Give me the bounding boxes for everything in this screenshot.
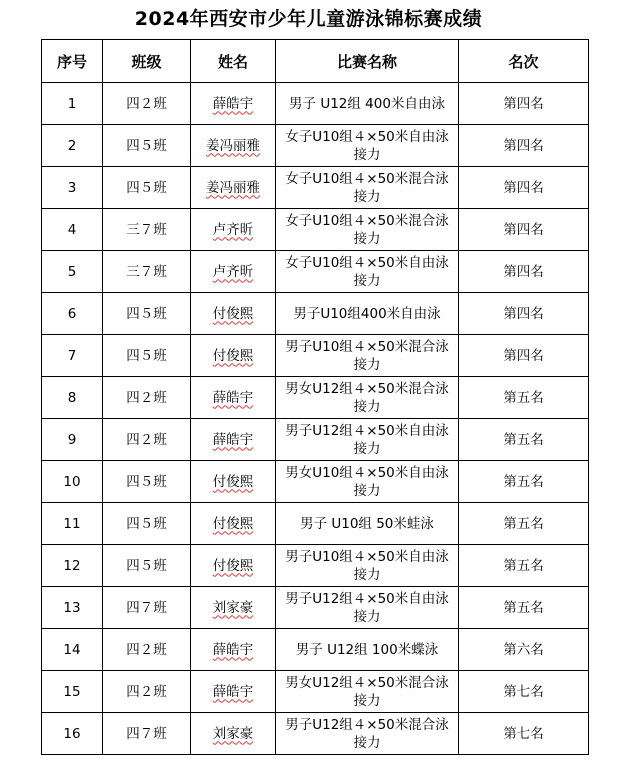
row-number-cell: 8 [42,377,103,419]
row-number-cell: 2 [42,125,103,167]
athlete-name: 付俊熙 [212,305,254,322]
rank-cell: 第六名 [459,629,589,671]
rank-cell: 第五名 [459,545,589,587]
class-cell: 四７班 [103,713,191,755]
athlete-name: 付俊熙 [212,347,254,364]
row-number-cell: 4 [42,209,103,251]
table-row [42,587,589,629]
class-cell: 四５班 [103,503,191,545]
name-cell [191,83,276,125]
table-row [42,125,589,167]
row-number-cell: 14 [42,629,103,671]
rank-cell: 第五名 [459,587,589,629]
class-cell: 三７班 [103,209,191,251]
name-cell [191,461,276,503]
event-cell: 男子U12组４×50米混合泳接力 [276,713,459,755]
class-cell: 四７班 [103,587,191,629]
name-cell [191,629,276,671]
row-number-cell: 1 [42,83,103,125]
table-row [42,671,589,713]
rank-cell: 第五名 [459,377,589,419]
row-number-cell: 9 [42,419,103,461]
athlete-name: 付俊熙 [212,557,254,574]
class-cell: 四５班 [103,167,191,209]
event-cell: 男子U12组４×50米自由泳接力 [276,419,459,461]
event-cell: 男子 U10组 50米蛙泳 [276,503,459,545]
header-cell-no: 序号 [42,40,103,83]
table-row [42,83,589,125]
rank-cell: 第五名 [459,419,589,461]
row-number-cell: 16 [42,713,103,755]
header-cell-event: 比赛名称 [276,40,459,83]
name-cell [191,419,276,461]
athlete-name: 薛皓宇 [212,431,254,448]
row-number-cell: 3 [42,167,103,209]
header-row [42,40,589,83]
table-row [42,335,589,377]
athlete-name: 薛皓宇 [212,95,254,112]
athlete-name: 薛皓宇 [212,389,254,406]
rank-cell: 第五名 [459,503,589,545]
class-cell: 四２班 [103,83,191,125]
document-title: 2024年西安市少年儿童游泳锦标赛成绩 [134,8,483,30]
rank-cell: 第四名 [459,209,589,251]
class-cell: 四２班 [103,671,191,713]
athlete-name: 卢齐昕 [212,263,254,280]
event-cell: 男子U10组４×50米自由泳接力 [276,545,459,587]
athlete-name: 刘家豪 [212,725,254,742]
athlete-name: 付俊熙 [212,473,254,490]
table-row [42,629,589,671]
event-cell: 男子 U12组 400米自由泳 [276,83,459,125]
row-number-cell: 10 [42,461,103,503]
table-row [42,713,589,755]
row-number-cell: 5 [42,251,103,293]
class-cell: 四２班 [103,377,191,419]
row-number-cell: 15 [42,671,103,713]
event-cell: 男女U10组４×50米自由泳接力 [276,461,459,503]
table-row [42,503,589,545]
class-cell: 四５班 [103,125,191,167]
class-cell: 四５班 [103,461,191,503]
rank-cell: 第四名 [459,167,589,209]
event-cell: 男子U12组４×50米自由泳接力 [276,587,459,629]
table-row [42,209,589,251]
name-cell [191,125,276,167]
event-cell: 男子U10组400米自由泳 [276,293,459,335]
table-row [42,251,589,293]
name-cell [191,587,276,629]
event-cell: 男子U10组４×50米混合泳接力 [276,335,459,377]
event-cell: 男子 U12组 100米蝶泳 [276,629,459,671]
athlete-name: 薛皓宇 [212,683,254,700]
rank-cell: 第四名 [459,251,589,293]
name-cell [191,167,276,209]
class-cell: 四２班 [103,629,191,671]
athlete-name: 卢齐昕 [212,221,254,238]
table-row [42,461,589,503]
rank-cell: 第四名 [459,125,589,167]
table-row [42,377,589,419]
rank-cell: 第七名 [459,671,589,713]
name-cell [191,293,276,335]
name-cell [191,377,276,419]
results-table [41,39,589,755]
rank-cell: 第五名 [459,461,589,503]
row-number-cell: 6 [42,293,103,335]
name-cell [191,503,276,545]
table-row [42,167,589,209]
event-cell: 男女U12组４×50米混合泳接力 [276,377,459,419]
rank-cell: 第四名 [459,83,589,125]
rank-cell: 第七名 [459,713,589,755]
class-cell: 四５班 [103,293,191,335]
row-number-cell: 13 [42,587,103,629]
name-cell [191,713,276,755]
rank-cell: 第四名 [459,335,589,377]
results-table-body [42,83,589,755]
row-number-cell: 11 [42,503,103,545]
name-cell [191,545,276,587]
class-cell: 四５班 [103,335,191,377]
athlete-name: 刘家豪 [212,599,254,616]
event-cell: 女子U10组４×50米自由泳接力 [276,125,459,167]
athlete-name: 姜冯丽雅 [206,179,260,196]
event-cell: 女子U10组４×50米自由泳接力 [276,251,459,293]
table-row [42,419,589,461]
event-cell: 女子U10组４×50米混合泳接力 [276,209,459,251]
class-cell: 四５班 [103,545,191,587]
athlete-name: 付俊熙 [212,515,254,532]
class-cell: 四２班 [103,419,191,461]
athlete-name: 姜冯丽雅 [206,137,260,154]
name-cell [191,209,276,251]
rank-cell: 第四名 [459,293,589,335]
class-cell: 三７班 [103,251,191,293]
name-cell [191,335,276,377]
header-cell-rank: 名次 [459,40,589,83]
event-cell: 女子U10组４×50米混合泳接力 [276,167,459,209]
header-cell-name: 姓名 [191,40,276,83]
table-row [42,545,589,587]
athlete-name: 薛皓宇 [212,641,254,658]
table-row [42,293,589,335]
name-cell [191,671,276,713]
event-cell: 男女U12组４×50米混合泳接力 [276,671,459,713]
name-cell [191,251,276,293]
row-number-cell: 12 [42,545,103,587]
header-cell-class: 班级 [103,40,191,83]
row-number-cell: 7 [42,335,103,377]
